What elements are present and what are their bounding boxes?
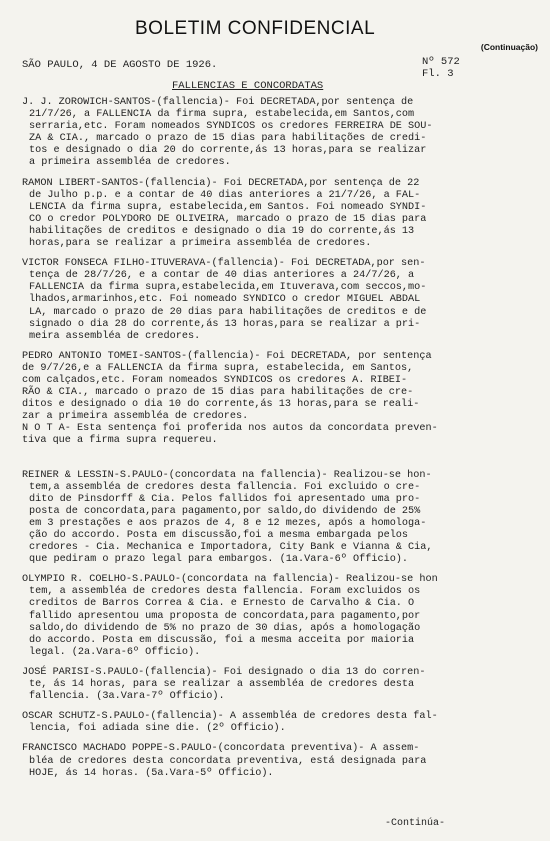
entry-heading-line: OSCAR SCHUTZ-S.PAULO-(fallencia)- A assembléa de credores desta fal-: [22, 711, 438, 723]
entry-text-line: tiva que a firma supra requereu.: [22, 435, 218, 447]
entry-text-line: serraria,etc. Foram nomeados SYNDICOS os credores FERREIRA DE SOU-: [29, 121, 433, 133]
entry-text-line: de 9/7/26,e a FALLENCIA da firma supra, estabelecida, em Santos,: [22, 362, 414, 374]
entry-text-line: que pediram o prazo legal para embargos. (1a.Vara-6º Officio).: [29, 554, 409, 566]
entry-text-line: tem, a assembléa de credores desta fallencia. Foram excluidos os: [29, 586, 421, 598]
entry-heading-line: VICTOR FONSECA FILHO-ITUVERAVA-(fallencia)- Foi DECRETADA,por sen-: [22, 258, 426, 270]
entry-text-line: N O T A- Esta sentença foi proferida nos autos da concordata preven-: [22, 423, 438, 435]
entry-text-line: te, ás 14 horas, para se realizar a assembléa de credores desta: [29, 679, 415, 691]
entry-text-line: horas,para se realizar a primeira assembléa de credores.: [29, 238, 372, 250]
entry-text-line: com calçados,etc. Foram nomeados SYNDICOS os credores A. RIBEI-: [22, 374, 408, 386]
entry-text-line: zar a primeira assembléa de credores.: [22, 411, 249, 423]
entry-text-line: ção do accordo. Posta em discussão,foi a mesma embargada pelos: [29, 530, 409, 541]
continues-note: -Continúa-: [385, 818, 446, 829]
entry-text-line: fallido apresentou uma proposta de concordata,para pagamento,por: [29, 610, 421, 622]
entry-text-line: posta de concordata,para pagamento,por saldo,do dividendo de 25%: [29, 505, 421, 517]
entry-text-line: LENCIA da firma supra, estabelecida,em Santos. Foi nomeado SYNDI-: [29, 201, 427, 213]
sheet-number: Fl. 3: [422, 68, 454, 80]
entry-text-line: saldo,do dividendo de 5% no prazo de 30 dias, após a homologação: [29, 622, 421, 634]
entry-text-line: bléa de credores desta concordata preventiva, está designada para: [29, 755, 427, 767]
entry-text-line: do accordo. Posta em discussão, foi a mesma acceita por maioria: [29, 634, 415, 646]
entry-heading-line: RAMON LIBERT-SANTOS-(fallencia)- Foi DECRETADA,por sentença de 22: [22, 177, 420, 189]
notice-entry: [22, 711, 538, 735]
entry-heading-line: REINER & LESSIN-S.PAULO-(concordata na fallencia)- Realizou-se hon-: [22, 469, 432, 481]
entry-text-line: ditos e designado o dia 10 do corrente,ás 13 horas,para se reali-: [22, 399, 420, 411]
bulletin-title: BOLETIM CONFIDENCIAL: [135, 18, 376, 39]
entry-heading-line: PEDRO ANTONIO TOMEI-SANTOS-(fallencia)- Foi DECRETADA, por sentença: [22, 350, 432, 362]
notice-entry: [22, 470, 538, 567]
entry-text-line: tem,a assembléa de credores desta fallencia. Foi excluido o cre-: [29, 481, 421, 493]
entry-heading-line: OLYMPIO R. COELHO-S.PAULO-(concordata na fallencia)- Realizou-se hon: [22, 574, 438, 586]
notice-entry: [22, 574, 538, 659]
entry-heading-line: FRANCISCO MACHADO POPPE-S.PAULO-(concordata preventiva)- A assem-: [22, 743, 420, 755]
entries-list: [22, 97, 538, 788]
entry-heading-line: J. J. ZOROWICH-SANTOS-(fallencia)- Foi DECRETADA,por sentença de: [22, 97, 414, 108]
entry-text-line: em 3 prestações e aos prazos de 4, 8 e 12 mezes, após a homologa-: [29, 517, 427, 529]
notice-entry: [22, 351, 538, 448]
continuation-label: (Continuação): [480, 42, 538, 52]
entry-text-line: tença de 28/7/26, e a contar de 40 dias anteriores a 24/7/26, a: [29, 270, 415, 282]
bulletin-number: Nº 572: [422, 56, 460, 68]
section-heading: FALLENCIAS E CONCORDATAS: [172, 80, 324, 92]
entry-text-line: legal. (2a.Vara-6º Officio).: [29, 646, 201, 658]
reference-block: [422, 56, 460, 80]
entry-heading-line: JOSÉ PARISI-S.PAULO-(fallencia)- Foi designado o dia 13 do corren-: [22, 666, 426, 678]
entry-text-line: credores - Cia. Mechanica e Importadora, City Bank e Vianna & Cia,: [29, 542, 433, 554]
entry-text-line: ZA & CIA., marcado o prazo de 15 dias para habilitações de credi-: [29, 133, 427, 145]
notice-entry: [22, 97, 538, 170]
notice-entry: [22, 667, 538, 703]
entry-text-line: tos e designado o dia 20 do corrente,ás 13 horas,para se realizar: [29, 145, 427, 157]
entry-text-line: meira assembléa de credores.: [29, 330, 201, 342]
entry-text-line: fallencia. (3a.Vara-7º Officio).: [29, 691, 225, 703]
entry-text-line: creditos de Barros Correa & Cia. e Ernesto de Carvalho & Cia. O: [29, 598, 415, 610]
entry-text-line: de Julho p.p. e a contar de 40 dias anteriores a 21/7/26, a FAL-: [29, 189, 421, 201]
notice-entry: [22, 258, 538, 343]
entry-text-line: signado o dia 28 do corrente,ás 13 horas,para se realizar a pri-: [29, 318, 421, 330]
notice-entry: [22, 743, 538, 779]
notice-entry: [22, 178, 538, 251]
entry-text-line: habilitações de creditos e designado o dia 19 do corrente,ás 13: [29, 225, 415, 237]
entry-text-line: CO o credor POLYDORO DE OLIVEIRA, marcado o prazo de 15 dias para: [29, 213, 427, 225]
entry-text-line: dito de Pinsdorff & Cia. Pelos fallidos foi apresentado uma pro-: [29, 493, 421, 505]
entry-text-line: HOJE, ás 14 horas. (5a.Vara-5º Officio).: [29, 767, 274, 779]
place-date: SÃO PAULO, 4 DE AGOSTO DE 1926.: [22, 59, 218, 71]
entry-text-line: RÃO & CIA., marcado o prazo de 15 dias para habilitações de cre-: [22, 387, 414, 399]
entry-text-line: FALLENCIA da firma supra,estabelecida,em Ituverava,com seccos,mo-: [29, 282, 427, 294]
entry-text-line: LA, marcado o prazo de 20 dias para habilitações de creditos e de: [29, 306, 427, 318]
entry-text-line: lhados,armarinhos,etc. Foi nomeado SYNDICO o credor MIGUEL ABDAL: [29, 294, 421, 306]
entry-text-line: a primeira assembléa de credores.: [29, 157, 231, 169]
entry-text-line: 21/7/26, a FALLENCIA da firma supra, estabelecida,em Santos,com: [29, 109, 415, 121]
entry-text-line: lencia, foi adiada sine die. (2º Officio).: [29, 723, 286, 735]
